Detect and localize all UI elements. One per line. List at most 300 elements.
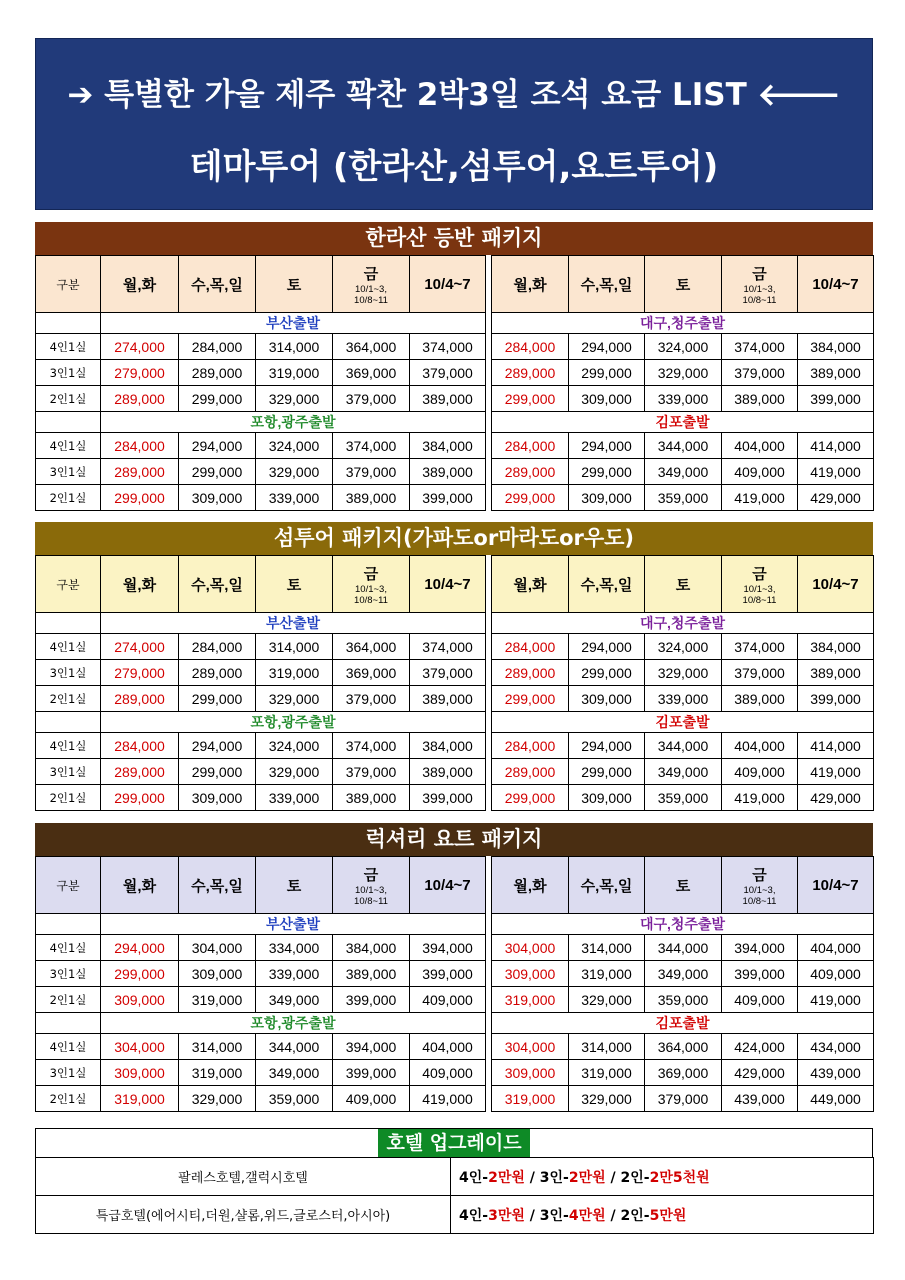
column-header: 월,화 <box>492 556 569 613</box>
price-cell: 329,000 <box>256 759 333 785</box>
price-cell: 309,000 <box>179 961 256 987</box>
room-type: 3인1실 <box>36 961 101 987</box>
departure-label: 포항,광주출발 <box>101 1013 486 1034</box>
price-cell: 319,000 <box>256 660 333 686</box>
price-cell: 319,000 <box>569 1060 645 1086</box>
column-header: 구분 <box>36 556 101 613</box>
price-cell: 284,000 <box>492 733 569 759</box>
price-cell: 429,000 <box>798 785 874 811</box>
fri-date-1: 10/1~3, <box>743 884 776 896</box>
room-type: 2인1실 <box>36 987 101 1013</box>
price-cell: 299,000 <box>101 485 179 511</box>
price-cell: 429,000 <box>798 485 874 511</box>
price-row <box>36 759 874 785</box>
price-cell: 419,000 <box>798 987 874 1013</box>
price-cell: 299,000 <box>179 459 256 485</box>
column-header: 토 <box>256 556 333 613</box>
price-cell: 379,000 <box>410 360 486 386</box>
blank-cell <box>36 313 101 334</box>
price-cell: 299,000 <box>569 360 645 386</box>
price-row <box>36 360 874 386</box>
fri-date-1: 10/1~3, <box>355 583 387 595</box>
price-cell: 309,000 <box>569 386 645 412</box>
price-cell: 389,000 <box>798 660 874 686</box>
price-cell: 389,000 <box>333 785 410 811</box>
surcharge-amount: 2만5천원 <box>649 1169 710 1186</box>
price-cell: 424,000 <box>722 1034 798 1060</box>
price-cell: 369,000 <box>333 660 410 686</box>
fri-label: 금 <box>363 565 379 583</box>
price-cell: 379,000 <box>333 686 410 712</box>
blank-cell <box>36 1013 101 1034</box>
price-cell: 319,000 <box>179 1060 256 1086</box>
price-cell: 294,000 <box>569 733 645 759</box>
price-cell: 309,000 <box>569 686 645 712</box>
price-cell: 344,000 <box>645 733 722 759</box>
surcharge-label: 4인- <box>459 1169 489 1186</box>
price-row <box>36 433 874 459</box>
price-cell: 299,000 <box>569 459 645 485</box>
fri-label: 금 <box>752 265 767 283</box>
fri-label: 금 <box>752 565 767 583</box>
surcharge-label: 3인- <box>539 1169 569 1186</box>
price-cell: 419,000 <box>722 785 798 811</box>
price-cell: 409,000 <box>722 459 798 485</box>
fri-date-2: 10/8~11 <box>742 895 777 907</box>
price-cell: 324,000 <box>256 433 333 459</box>
blank-cell <box>36 613 101 634</box>
price-cell: 399,000 <box>798 386 874 412</box>
price-row <box>36 660 874 686</box>
column-header-fri <box>333 256 410 313</box>
price-cell: 439,000 <box>798 1060 874 1086</box>
price-cell: 299,000 <box>179 686 256 712</box>
departure-row <box>36 712 874 733</box>
price-row <box>36 785 874 811</box>
hotel-name: 팔레스호텔,갤럭시호텔 <box>36 1158 451 1196</box>
price-cell: 289,000 <box>101 459 179 485</box>
price-cell: 409,000 <box>410 987 486 1013</box>
surcharge-amount: 4만원 <box>568 1207 606 1224</box>
price-cell: 369,000 <box>333 360 410 386</box>
price-cell: 399,000 <box>722 961 798 987</box>
room-type: 3인1실 <box>36 360 101 386</box>
departure-label: 부산출발 <box>101 313 486 334</box>
price-cell: 309,000 <box>492 1060 569 1086</box>
column-header-fri <box>722 857 798 914</box>
price-cell: 384,000 <box>410 733 486 759</box>
price-cell: 339,000 <box>256 961 333 987</box>
price-row <box>36 1034 874 1060</box>
room-type: 2인1실 <box>36 686 101 712</box>
column-header: 수,목,일 <box>179 256 256 313</box>
room-type: 4인1실 <box>36 1034 101 1060</box>
price-cell: 394,000 <box>722 935 798 961</box>
room-type: 4인1실 <box>36 433 101 459</box>
price-cell: 314,000 <box>569 1034 645 1060</box>
price-cell: 299,000 <box>492 485 569 511</box>
price-cell: 419,000 <box>410 1086 486 1112</box>
surcharge-label: 3인- <box>539 1207 569 1224</box>
price-cell: 414,000 <box>798 733 874 759</box>
package-section <box>35 823 873 1112</box>
price-cell: 379,000 <box>645 1086 722 1112</box>
price-cell: 379,000 <box>722 660 798 686</box>
price-cell: 364,000 <box>333 334 410 360</box>
column-header: 구분 <box>36 256 101 313</box>
departure-label: 김포출발 <box>492 712 874 733</box>
price-cell: 384,000 <box>333 935 410 961</box>
price-cell: 349,000 <box>256 987 333 1013</box>
price-cell: 304,000 <box>101 1034 179 1060</box>
surcharge-amount: 5만원 <box>649 1207 687 1224</box>
price-cell: 399,000 <box>798 686 874 712</box>
price-cell: 294,000 <box>101 935 179 961</box>
price-cell: 359,000 <box>256 1086 333 1112</box>
column-header: 수,목,일 <box>179 857 256 914</box>
price-cell: 274,000 <box>101 334 179 360</box>
column-header: 토 <box>645 857 722 914</box>
price-cell: 399,000 <box>410 961 486 987</box>
price-cell: 429,000 <box>722 1060 798 1086</box>
price-cell: 309,000 <box>492 961 569 987</box>
price-cell: 324,000 <box>645 634 722 660</box>
price-cell: 289,000 <box>492 459 569 485</box>
fri-date-2: 10/8~11 <box>742 294 777 306</box>
price-cell: 399,000 <box>333 1060 410 1086</box>
price-cell: 399,000 <box>333 987 410 1013</box>
price-cell: 284,000 <box>492 433 569 459</box>
column-header: 10/4~7 <box>410 857 486 914</box>
price-cell: 299,000 <box>492 686 569 712</box>
price-cell: 374,000 <box>722 634 798 660</box>
price-cell: 349,000 <box>645 459 722 485</box>
room-type: 2인1실 <box>36 785 101 811</box>
price-cell: 289,000 <box>492 360 569 386</box>
price-cell: 359,000 <box>645 485 722 511</box>
fri-date-2: 10/8~11 <box>742 594 777 606</box>
price-cell: 394,000 <box>410 935 486 961</box>
fri-label: 금 <box>363 866 379 884</box>
room-type: 3인1실 <box>36 759 101 785</box>
departure-label: 김포출발 <box>492 412 874 433</box>
price-cell: 329,000 <box>569 987 645 1013</box>
surcharge-amount: 3만원 <box>488 1207 525 1224</box>
column-header-fri <box>333 857 410 914</box>
departure-label: 대구,청주출발 <box>492 914 874 935</box>
price-cell: 329,000 <box>569 1086 645 1112</box>
price-cell: 374,000 <box>333 733 410 759</box>
price-cell: 309,000 <box>569 785 645 811</box>
room-type: 4인1실 <box>36 733 101 759</box>
price-table <box>35 856 874 1112</box>
price-cell: 314,000 <box>569 935 645 961</box>
price-cell: 439,000 <box>722 1086 798 1112</box>
price-cell: 414,000 <box>798 433 874 459</box>
room-type: 2인1실 <box>36 485 101 511</box>
price-cell: 329,000 <box>256 386 333 412</box>
price-cell: 314,000 <box>256 634 333 660</box>
package-title: 럭셔리 요트 패키지 <box>35 823 873 856</box>
price-cell: 359,000 <box>645 785 722 811</box>
price-cell: 289,000 <box>492 660 569 686</box>
fri-date-2: 10/8~11 <box>354 895 388 907</box>
price-cell: 379,000 <box>333 459 410 485</box>
surcharge-label: 2인- <box>620 1207 650 1224</box>
column-header: 10/4~7 <box>410 256 486 313</box>
price-cell: 419,000 <box>798 759 874 785</box>
price-cell: 299,000 <box>492 785 569 811</box>
surcharge-label: / <box>524 1207 540 1224</box>
price-cell: 319,000 <box>492 1086 569 1112</box>
price-cell: 294,000 <box>179 433 256 459</box>
column-header: 10/4~7 <box>798 857 874 914</box>
price-cell: 304,000 <box>179 935 256 961</box>
price-cell: 299,000 <box>101 785 179 811</box>
price-cell: 294,000 <box>179 733 256 759</box>
price-cell: 294,000 <box>569 634 645 660</box>
column-header: 10/4~7 <box>410 556 486 613</box>
surcharge-amount: 2만원 <box>568 1169 606 1186</box>
price-row <box>36 733 874 759</box>
header-row <box>36 857 874 914</box>
price-row <box>36 686 874 712</box>
departure-label: 부산출발 <box>101 613 486 634</box>
price-cell: 344,000 <box>645 433 722 459</box>
departure-row <box>36 1013 874 1034</box>
price-cell: 299,000 <box>179 759 256 785</box>
price-cell: 314,000 <box>179 1034 256 1060</box>
price-cell: 389,000 <box>410 459 486 485</box>
room-type: 3인1실 <box>36 459 101 485</box>
price-cell: 334,000 <box>256 935 333 961</box>
price-cell: 304,000 <box>492 1034 569 1060</box>
price-cell: 294,000 <box>569 334 645 360</box>
price-cell: 419,000 <box>798 459 874 485</box>
hotel-upgrade <box>35 1128 873 1234</box>
blank-cell <box>36 412 101 433</box>
price-cell: 294,000 <box>569 433 645 459</box>
price-cell: 284,000 <box>101 433 179 459</box>
price-cell: 404,000 <box>410 1034 486 1060</box>
upgrade-row <box>36 1196 874 1234</box>
departure-label: 대구,청주출발 <box>492 613 874 634</box>
price-row <box>36 485 874 511</box>
price-row <box>36 386 874 412</box>
price-cell: 379,000 <box>410 660 486 686</box>
departure-label: 김포출발 <box>492 1013 874 1034</box>
price-cell: 364,000 <box>645 1034 722 1060</box>
column-header: 수,목,일 <box>569 256 645 313</box>
price-cell: 434,000 <box>798 1034 874 1060</box>
price-cell: 329,000 <box>256 459 333 485</box>
price-row <box>36 459 874 485</box>
price-cell: 289,000 <box>101 686 179 712</box>
surcharge-label: / <box>524 1169 540 1186</box>
price-cell: 384,000 <box>410 433 486 459</box>
price-cell: 389,000 <box>722 386 798 412</box>
price-cell: 369,000 <box>645 1060 722 1086</box>
price-cell: 304,000 <box>492 935 569 961</box>
column-header: 토 <box>256 857 333 914</box>
price-cell: 389,000 <box>410 759 486 785</box>
price-cell: 309,000 <box>569 485 645 511</box>
price-cell: 339,000 <box>256 485 333 511</box>
price-row <box>36 961 874 987</box>
price-cell: 284,000 <box>101 733 179 759</box>
price-cell: 409,000 <box>798 961 874 987</box>
column-header: 월,화 <box>101 556 179 613</box>
price-cell: 404,000 <box>722 733 798 759</box>
price-cell: 419,000 <box>722 485 798 511</box>
price-cell: 374,000 <box>333 433 410 459</box>
price-cell: 329,000 <box>645 660 722 686</box>
column-header: 수,목,일 <box>179 556 256 613</box>
fri-label: 금 <box>752 866 767 884</box>
upgrade-prices <box>451 1196 874 1234</box>
price-cell: 289,000 <box>179 360 256 386</box>
price-cell: 409,000 <box>722 987 798 1013</box>
room-type: 3인1실 <box>36 1060 101 1086</box>
departure-row <box>36 412 874 433</box>
package-title: 한라산 등반 패키지 <box>35 222 873 255</box>
price-row <box>36 987 874 1013</box>
column-header: 수,목,일 <box>569 556 645 613</box>
column-header-fri <box>722 256 798 313</box>
package-section <box>35 222 873 511</box>
fri-date-1: 10/1~3, <box>743 283 776 295</box>
header-row <box>36 256 874 313</box>
price-cell: 339,000 <box>645 386 722 412</box>
price-cell: 289,000 <box>101 759 179 785</box>
price-cell: 289,000 <box>492 759 569 785</box>
price-cell: 314,000 <box>256 334 333 360</box>
price-cell: 309,000 <box>179 485 256 511</box>
price-cell: 409,000 <box>722 759 798 785</box>
room-type: 2인1실 <box>36 1086 101 1112</box>
price-cell: 449,000 <box>798 1086 874 1112</box>
departure-label: 부산출발 <box>101 914 486 935</box>
column-header: 수,목,일 <box>569 857 645 914</box>
price-cell: 344,000 <box>256 1034 333 1060</box>
fri-date-2: 10/8~11 <box>354 294 388 306</box>
price-cell: 399,000 <box>410 485 486 511</box>
room-type: 4인1실 <box>36 935 101 961</box>
column-header: 10/4~7 <box>798 256 874 313</box>
page-header <box>35 38 873 210</box>
price-cell: 379,000 <box>722 360 798 386</box>
price-cell: 349,000 <box>256 1060 333 1086</box>
price-cell: 324,000 <box>256 733 333 759</box>
price-cell: 379,000 <box>333 386 410 412</box>
package-title: 섬투어 패키지(가파도or마라도or우도) <box>35 522 873 555</box>
price-cell: 299,000 <box>569 759 645 785</box>
fri-date-1: 10/1~3, <box>355 884 387 896</box>
upgrade-row <box>36 1158 874 1196</box>
price-cell: 389,000 <box>333 485 410 511</box>
price-table <box>35 255 874 511</box>
price-cell: 279,000 <box>101 360 179 386</box>
column-header: 토 <box>645 556 722 613</box>
hotel-upgrade-title-bar <box>35 1128 873 1157</box>
price-cell: 284,000 <box>492 334 569 360</box>
column-header: 월,화 <box>101 857 179 914</box>
departure-label: 포항,광주출발 <box>101 712 486 733</box>
surcharge-label: 2인- <box>620 1169 650 1186</box>
fri-date-2: 10/8~11 <box>354 594 388 606</box>
price-cell: 344,000 <box>645 935 722 961</box>
blank-cell <box>36 712 101 733</box>
price-cell: 404,000 <box>722 433 798 459</box>
price-cell: 389,000 <box>410 386 486 412</box>
column-header: 10/4~7 <box>798 556 874 613</box>
price-table <box>35 555 874 811</box>
departure-label: 포항,광주출발 <box>101 412 486 433</box>
price-cell: 384,000 <box>798 334 874 360</box>
price-cell: 319,000 <box>569 961 645 987</box>
price-cell: 319,000 <box>492 987 569 1013</box>
price-cell: 279,000 <box>101 660 179 686</box>
column-header: 토 <box>256 256 333 313</box>
price-row <box>36 935 874 961</box>
price-cell: 319,000 <box>179 987 256 1013</box>
room-type: 2인1실 <box>36 386 101 412</box>
price-cell: 404,000 <box>798 935 874 961</box>
price-row <box>36 634 874 660</box>
surcharge-label: / <box>605 1207 621 1224</box>
column-header: 월,화 <box>101 256 179 313</box>
surcharge-label: / <box>605 1169 621 1186</box>
surcharge-amount: 2만원 <box>488 1169 525 1186</box>
price-cell: 324,000 <box>645 334 722 360</box>
price-cell: 389,000 <box>333 961 410 987</box>
fri-date-1: 10/1~3, <box>355 283 387 295</box>
price-cell: 284,000 <box>492 634 569 660</box>
price-cell: 349,000 <box>645 961 722 987</box>
upgrade-prices <box>451 1158 874 1196</box>
blank-cell <box>36 914 101 935</box>
price-cell: 374,000 <box>722 334 798 360</box>
price-cell: 364,000 <box>333 634 410 660</box>
price-cell: 299,000 <box>492 386 569 412</box>
fri-label: 금 <box>363 265 379 283</box>
room-type: 4인1실 <box>36 634 101 660</box>
column-header: 토 <box>645 256 722 313</box>
price-cell: 409,000 <box>333 1086 410 1112</box>
price-cell: 319,000 <box>256 360 333 386</box>
price-cell: 309,000 <box>101 987 179 1013</box>
price-cell: 359,000 <box>645 987 722 1013</box>
price-row <box>36 1060 874 1086</box>
price-cell: 309,000 <box>101 1060 179 1086</box>
price-cell: 389,000 <box>798 360 874 386</box>
header-subtitle: 테마투어 (한라산,섬투어,요트투어) <box>189 147 719 187</box>
column-header-fri <box>722 556 798 613</box>
column-header: 월,화 <box>492 857 569 914</box>
header-row <box>36 556 874 613</box>
price-cell: 399,000 <box>410 785 486 811</box>
price-cell: 299,000 <box>101 961 179 987</box>
departure-row <box>36 313 874 334</box>
price-cell: 384,000 <box>798 634 874 660</box>
price-cell: 374,000 <box>410 334 486 360</box>
price-row <box>36 334 874 360</box>
column-header: 월,화 <box>492 256 569 313</box>
price-cell: 329,000 <box>645 360 722 386</box>
hotel-upgrade-table <box>35 1157 874 1234</box>
surcharge-label: 4인- <box>459 1207 489 1224</box>
price-cell: 374,000 <box>410 634 486 660</box>
